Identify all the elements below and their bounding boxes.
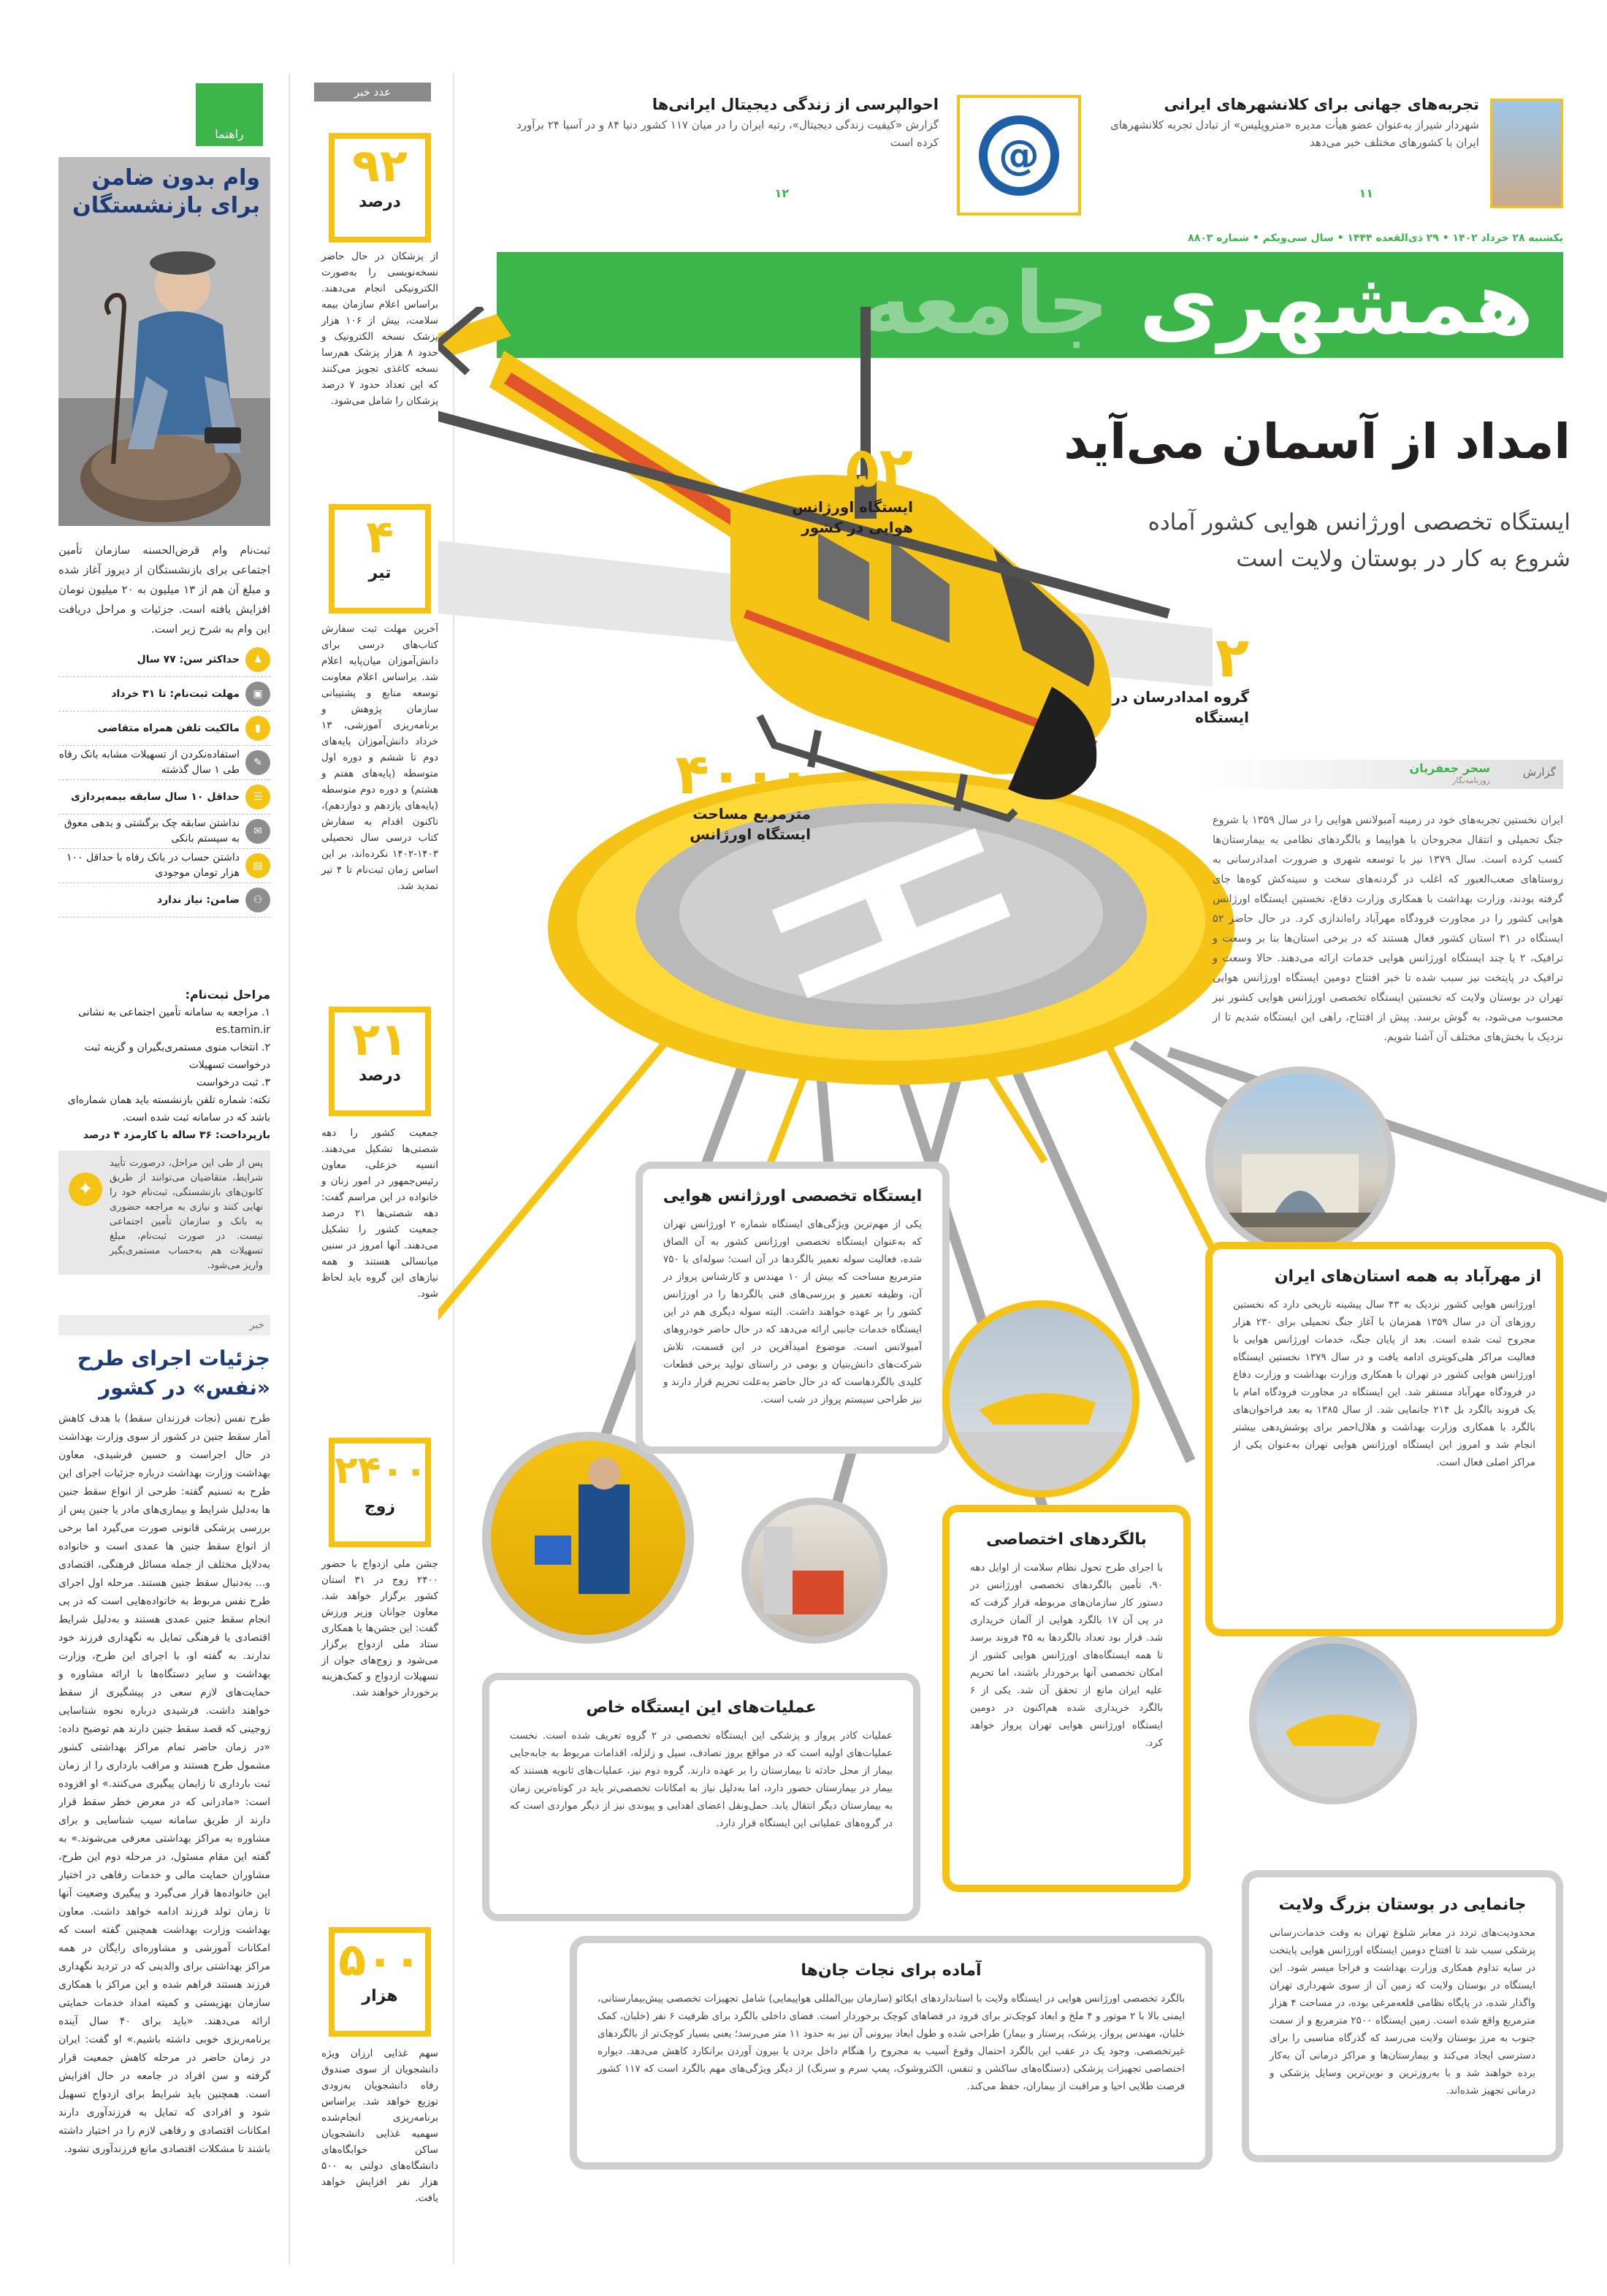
lead-text: ایران نخستین تجربه‌های خود در زمینه آمبولانس هوایی را در سال ۱۳۵۹ با شروع جنگ تحمیلی و انتقال مجروحان با هواپیما و بالگردهای نظامی به بیمارستان‌ها کسب کرده است. سال ۱۳۷۹ نیز با توسعه شهری و ضرورت امدادرسانی به روستاهای صعب‌العبور که اغلب در گردنه‌های سخت و سینه‌کش کوه‌ها جای گرفته بودند، وزارت بهداشت با همکاری وزارت دفاع، نخستین ایستگاه اورژانس هوایی کشور را در مجاورت فرودگاه مهرآباد راه‌اندازی کرد. در حال حاضر ۵۲ ایستگاه در ۳۱ استان کشور فعال هستند که در برخی استان‌ها بنا بر وسعت و ترافیک، ۲ یا چند ایستگاه اورژانس هوایی خدمات ارائه می‌دهند. حالا وسعت و ترافیک در پایتخت نیز سبب شده تا خبر افتتاح دومین ایستگاه اورژانس هوایی تهران در بوستان ولایت که نخستین ایستگاه تخصصی اورژانس هوایی کشور نیز محسوب می‌شود، به گوش برسد. پیش از افتتاح، راهی این ایستگاه شدیم تا از نزدیک با بخش‌های مختلف آن آشنا شویم. [1213, 815, 1564, 1043]
tip-box [58, 1151, 270, 1275]
stat-number: ۵۲ [845, 435, 913, 500]
stat-teams [1088, 625, 1249, 728]
stat-number: ۴۰۰۰ [675, 741, 811, 806]
author-role: روزنامه‌نگار [1452, 776, 1490, 785]
card-body: یکی از مهم‌ترین ویژگی‌های ایستگاه شماره ۲ اورژانس تهران که به‌عنوان ایستگاه تخصصی اورژانس کشور به آن الصاق شده، فعالیت سوله تعمیر بالگردها در آن است؛ سوله‌ای با ۷۵۰ مترمربع مساحت که بیش از ۱۰ مهندس و کارشناس پرواز در آن، وظیفه تعمیر و بررسی‌های فنی بالگردها را در اورژانس کشور را بر عهده خواهند داشت. البته سوله دیگری هم در این ایستگاه خدمات جانبی ارائه می‌دهد که در حال حاضر خودروهای آمبولانس است. موضوع امیدآفرین در این قسمت، تلاش شرکت‌های دانش‌بنیان و بومی در راستای تولید برخی قطعات کلیدی بالگردهاست که در حال حاضر به‌علت تحریم قرار دارند و نیز طراحی سیستم پرواز در شب است. [663, 1218, 922, 1406]
lightbulb-icon: ✦ [69, 1172, 102, 1206]
helicopter-hangar-photo [942, 1300, 1140, 1498]
number-text: جمعیت کشور را دهه شصتی‌ها تشکیل می‌دهند. انسیه خزعلی، معاون رئیس‌جمهور در امور زنان و خانواده در این مراسم گفت: دهه شصتی‌ها ۲۱ درصد جمعیت کشور را تشکیل می‌دهند. آنها امروز در سنین میانسالی هستند و همه نیازهای این گروه باید لحاظ شود. [321, 1127, 439, 1300]
numbers-header: عدد خبر [314, 83, 431, 102]
requirement-item [58, 677, 270, 712]
main-headline: امداد از آسمان می‌آید [1064, 413, 1570, 470]
stat-label: ایستگاه اورژانس هوایی در کشور [792, 498, 913, 536]
card-ready [570, 1936, 1213, 2170]
number-unit: درصد [359, 1067, 401, 1085]
insurance-icon: ☰ [245, 785, 270, 809]
guide-title: وام بدون ضامن برای بازنشستگان [72, 165, 260, 218]
requirement-label: ضامن: نیاز ندارد [156, 893, 240, 906]
card-title: آماده برای نجات جان‌ها [801, 1961, 982, 1980]
requirement-label: استفاده‌نکردن از تسهیلات مشابه بانک رفاه طی ۱ سال گذشته [58, 749, 240, 776]
subhead-line: ایستگاه تخصصی اورژانس هوایی کشور آماده [1148, 509, 1570, 535]
teaser-title: احوالپرسی از زندگی دیجیتال ایرانی‌ها [652, 96, 939, 113]
report-bar [1198, 760, 1563, 789]
number-box [329, 1007, 431, 1116]
bank-account-icon: ▤ [245, 853, 270, 878]
card-title: ایستگاه تخصصی اورژانس هوایی [663, 1187, 923, 1205]
number-value: ۲۴۰۰ [335, 1449, 427, 1492]
number-text: سهم غذایی ارزان ویژه دانشجویان از سوی صندوق رفاه دانشجویان به‌زودی توزیع خواهد شد. براساس برنامه‌ریزی انجام‌شده سهمیه غذایی دانشجویان ساکن خوابگاه‌های دانشگاه‌های دولتی به ۵۰۰ هزار نفر افزایش خواهد یافت. [321, 2048, 438, 2204]
teaser-body: گزارش «کیفیت زندگی دیجیتال»، رتبه ایران را در میان ۱۱۷ کشور دنیا ۸۴ و در آسیا ۲۴ برآورد کرده است [516, 118, 939, 149]
number-box [329, 1927, 431, 2037]
card-mehrabad [1205, 1242, 1563, 1636]
steps-title: مراحل ثبت‌نام: [185, 988, 270, 1002]
requirement-item [58, 643, 270, 677]
news-tab: خبر [58, 1315, 270, 1335]
requirement-label: داشتن حساب در بانک رفاه با حداقل ۱۰۰ هزار تومان موجودی [66, 852, 240, 879]
card-body: اورژانس هوایی کشور نزدیک به ۴۳ سال پیشینه تاریخی دارد که نخستین روزهای آن در سال ۱۳۵۹ همزمان با آغاز جنگ تحمیلی برای ۲۳۰ هزار مجروح ثبت شده است. بعد از پایان جنگ، خدمات اورژانس هوایی با فعالیت مراکز هلی‌کوپتری ادامه یافت و در سال ۱۳۷۹ نخستین ایستگاه اورژانس هوایی کشور در تهران با همکاری وزارت بهداشت و وزارت دفاع در فرودگاه مهرآباد مستقر شد. این ایستگاه در مجاورت فرودگاه امام با یک فروند بالگرد بل ۲۱۴ جانمایی شد. از سال ۱۳۸۵ به بعد فراخوان‌های بالگرد با همکاری وزارت بهداشت و هلال‌احمر برای پوشش‌دهی بیشتر انجام شد و امروز این ایستگاه اورژانس هوایی تهران به‌عنوان یکی از مراکز اصلی فعال است. [1233, 1299, 1535, 1468]
subhead-line: شروع به کار در بوستان ولایت است [1236, 546, 1570, 572]
requirement-label: مهلت ثبت‌نام: تا ۳۱ خرداد [111, 687, 240, 700]
number-box [329, 504, 431, 614]
masthead-section: جامعه [860, 253, 1110, 354]
at-sign-logo-icon: @ [957, 95, 1081, 216]
card-title: از مهرآباد به همه استان‌های ایران [1274, 1267, 1541, 1286]
step-item: ۲. انتخاب منوی مستمری‌بگیران و گزینه ثبت درخواست تسهیلات [84, 1042, 270, 1071]
card-title: بالگردهای اختصاصی [986, 1530, 1147, 1549]
number-box [329, 1438, 431, 1547]
step-item: نکته: شماره تلفن بازنشسته باید همان شماره‌ای باشد که در سامانه ثبت شده است. [67, 1094, 270, 1124]
mobile-phone-icon: ▮ [245, 716, 270, 741]
requirement-item [58, 746, 270, 780]
cheque-icon: ✉ [245, 819, 270, 844]
number-unit: تیر [368, 564, 392, 582]
number-text: آخرین مهلت ثبت سفارش کتاب‌های درسی برای دانش‌آموزان میان‌پایه اعلام شد. براساس اعلام معاونت توسعه منابع و پشتیبانی سازمان پژوهش و برنامه‌ریزی آموزشی، ۱۳ خرداد دانش‌آموزان پایه‌های دوم تا ششم و دوره اول متوسطه (پایه‌های هفتم و هشتم) و دوره دوم متوسطه (پایه‌های یازدهم و دوازدهم)، تاکنون اقدام به سفارش کتاب درسی سال تحصیلی ۱۴۰۳-۱۴۰۲ نکرده‌اند، بر این اساس زمان ثبت‌نام تا ۴ تیر تمدید شد. [321, 623, 438, 892]
requirement-label: حداکثر سن: ۷۷ سال [137, 653, 240, 665]
stat-stations [745, 435, 913, 538]
stat-number: ۲ [1215, 625, 1249, 690]
teaser-page-number: ۱۲ [774, 186, 789, 200]
interior-photo [741, 1498, 888, 1644]
teaser-page-number: ۱۱ [1359, 186, 1373, 200]
main-subhead [950, 504, 1570, 577]
number-box [329, 133, 431, 243]
guarantor-icon: ⚇ [245, 888, 270, 912]
stat-area [643, 741, 811, 844]
requirement-item [58, 815, 270, 849]
stat-label: مترمربع مساحت ایستگاه اورژانس [690, 805, 811, 843]
number-unit: زوج [364, 1498, 396, 1516]
number-text: جشن ملی ازدواج با حضور ۲۴۰۰ زوج در ۳۱ استان کشور برگزار خواهد شد. معاون جوانان وزیر ورزش گفت: این جشن‌ها با همکاری ستاد ملی ازدواج برگزار می‌شود و زوج‌های جوان از تسهیلات ازدواج و کمک‌هزینه برخوردار خواهند شد. [321, 1558, 438, 1698]
author-name: سحر جعفریان [1409, 761, 1490, 775]
news-body: طرح نفس (نجات فرزندان سقط) با هدف کاهش آمار سقط جنین در کشور از سوی وزارت بهداشت در حال اجراست و حسین فرشیدی، معاون بهداشت وزارت بهداشت درباره جزئیات اجرای این طرح به تسنیم گفته: طرحی از انواع سقط جنین ها به‌دلیل شرایط و بیماری‌های مادر یا جنین پس از بررسی پزشکی قانونی صورت می‌گیرد اما برخی از انواع سقط جنین ها عمدی است و خانواده به‌دلایل مختلف از جمله مسائل فرهنگی، اقتصادی و... به‌دنبال سقط جنین هستند. مرحله اول اجرای طرح نفس مربوط به خانواده‌هایی است که در پی انجام سقط جنین عمدی هستند و به‌دلیل شرایط اقتصادی یا فرهنگی تمایل به نگهداری فرزند خود ندارند. به گفته او، با اجرای این طرح، وزارت بهداشت و سایر دستگاه‌ها با ارائه مشاوره و حمایت‌های لازم سعی در پیشگیری از سقط خواهند داشت. فرشیدی درباره نحوه شناسایی زوجینی که قصد سقط جنین دارند هم توضیح داده: «در زمان حاضر تمام مراکز بهداشتی کشور مشمول طرح هستند و مراقب بارداری را از زمان ثبت بارداری تا زایمان پیگیری می‌کنند.» او افزوده است: «مادرانی که در معرض خطر سقط قرار دارند از طریق سامانه سیب شناسایی و برای مشاوره به مراکز بهداشتی معرفی می‌شوند.» به گفته این مقام مسئول، در مرحله دوم این طرح، مشاوران حمایت مالی و خدمات رفاهی در اختیار این خانواده‌ها قرار می‌گیرد و پیگیری وضعیت آنها تا زمان تولد فرزند ادامه خواهد داشت. معاون بهداشت وزارت بهداشت همچنین گفته است که امکانات آموزشی و مشاوره‌ای رایگان در همه مراکز بهداشتی برای والدینی که در تردید نگهداری فرزند هستند فراهم شده و این مراکز با همکاری سازمان بهزیستی و کمیته امداد خدمات حمایتی ارائه می‌دهند. «باید برای ۴۰ سال آینده برنامه‌ریزی خوبی داشته باشیم.» او گفت: ایران در زمان حاضر در مرحله کاهش جمعیت قرار گرفته و سن افراد در جامعه در حال افزایش است. همچنین باید شرایط برای ازدواج تسهیل شود و افرادی که تمایل به فرزندآوری دارند امکانات اقتصادی و رفاهی لازم را در اختیار داشته باشند تا مشکلات اقتصادی مانع فرزندآوری نشود. [58, 1413, 270, 2155]
loan-icon: ✎ [245, 750, 270, 775]
step-item: ۳. ثبت درخواست [196, 1077, 270, 1088]
card-title: عملیات‌های این ایستگاه خاص [586, 1698, 817, 1717]
medics-photo [482, 1432, 694, 1644]
teaser-left[interactable] [497, 84, 1081, 219]
guide-tab [196, 83, 263, 146]
teaser-body: شهردار شیراز به‌عنوان عضو هیأت مدیره «متروپلیس» از تبادل تجربه کلانشهرهای ایران با کشورهای مختلف خبر می‌دهد [1110, 118, 1479, 149]
card-location [1242, 1870, 1563, 2162]
requirements-list [58, 643, 270, 918]
step-item: بازپرداخت: ۳۶ ساله با کارمزد ۴ درصد [83, 1129, 270, 1141]
tip-text: پس از طی این مراحل، درصورت تأیید شرایط، متقاضیان می‌توانند از طریق کانون‌های بازنشستگی، ثبت‌نام خود را نهایی کنند و نیازی به مراجعه حضوری به بانک و سازمان تأمین اجتماعی نیست. در صورت ثبت‌نام، مبلغ تسهیلات هم به‌حساب مستمری‌بگیر واریز می‌شود. [110, 1158, 263, 1271]
number-unit: هزار [362, 1987, 398, 2005]
card-body: عملیات کادر پرواز و پزشکی این ایستگاه تخصصی در ۲ گروه تعریف شده است. نخست عملیات‌های اولیه است که در مواقع بروز تصادف، سیل و زلزله، اقدامات مربوط به جابه‌جایی بیمار از محل حادثه تا بیمارستان را بر عهده دارند. گروه دوم نیز، عملیات‌های ثانویه هستند که بیمار در بیمارستان حضور دارد، اما به‌دلیل نیاز به امکانات تخصصی‌تر باید در کوتاه‌ترین زمان به بیمارستان دیگر انتقال یابد. حمل‌ونقل اعضای اهدایی و پیوندی نیز از دیگر مواردی است که در گروه‌های عملیاتی این ایستگاه قرار دارد. [510, 1730, 893, 1829]
requirement-item [58, 883, 270, 918]
number-value: ۵۰۰ [338, 1933, 421, 1986]
step-item: ۱. مراجعه به سامانه تأمین اجتماعی به نشانی es.tamin.ir [77, 1007, 270, 1036]
number-text: از پزشکان در حال حاضر نسخه‌نویسی را به‌صورت الکترونیکی انجام می‌دهند. براساس اعلام سازمان بیمه سلامت، بیش از ۱۰۶ هزار پزشک نسخه الکترونیک و حدود ۸ هزار پزشک هم‌رسا نسخه کاغذی تجویز می‌کنند که این تعداد حدود ۷ درصد پزشکان را شامل می‌شود. [321, 251, 438, 407]
card-operations [482, 1673, 920, 1921]
number-unit: درصد [359, 193, 401, 211]
requirement-label: مالکیت تلفن همراه متقاضی [97, 722, 240, 734]
teaser-right[interactable] [1096, 84, 1563, 219]
report-label: گزارش [1522, 766, 1556, 779]
age-icon: ♟ [245, 647, 270, 672]
left-column-divider [289, 73, 290, 2265]
gate-photo [1205, 1067, 1395, 1256]
calendar-icon: ▣ [245, 682, 270, 706]
guide-intro: ثبت‌نام وام قرض‌الحسنه سازمان تأمین اجتماعی برای بازنشستگان از دیروز آغاز شده و مبلغ آن هم از ۱۳ میلیون به ۲۰ میلیون تومان افزایش یافته است. جزئیات و مراحل دریافت این وام به شرح زیر است. [58, 544, 271, 636]
hangar-photo [1249, 1636, 1417, 1804]
requirement-label: نداشتن سابقه چک برگشتی و بدهی معوق به سیستم بانکی [64, 817, 240, 844]
card-helicopters [942, 1505, 1191, 1892]
news-title: جزئیات اجرای طرح «نفس» در کشور [77, 1346, 270, 1400]
number-value: ۹۲ [352, 139, 408, 192]
teaser-title: تجربه‌های جهانی برای کلانشهرهای ایرانی [1164, 96, 1479, 113]
requirement-label: حداقل ۱۰ سال سابقه بیمه‌پردازی [71, 790, 240, 803]
requirement-item [58, 780, 270, 815]
registration-steps [58, 986, 270, 1144]
card-body: با اجرای طرح تحول نظام سلامت از اوایل دهه ۹۰، تأمین بالگردهای تخصصی اورژانس در دستور کار سازمان‌های مربوطه قرار گرفت که در پی آن ۱۷ بالگرد هوایی از آلمان خریداری شد. قرار بود تعداد بالگردها به ۴۵ فروند برسد تا همه ایستگاه‌های اورژانس هوایی کشور از امکان تخصصی آنها برخوردار باشند، اما تحریم علیه ایران مانع از تحقق آن شد. یکی از ۶ بالگرد خریداری شده هم‌اکنون در دومین ایستگاه اورژانس هوایی تهران پرواز خواهد کرد. [970, 1562, 1163, 1749]
requirement-item [58, 712, 270, 746]
card-title: جانمایی در بوستان بزرگ ولایت [1278, 1896, 1527, 1914]
card-body: محدودیت‌های تردد در معابر شلوغ تهران به وقت خدمات‌رسانی پزشکی سبب شد تا افتتاح دومین ایستگاه اورژانس هوایی پایتخت در سایه تداوم همکاری وزارت بهداشت و فراجا میسر شود. این ایستگاه در بوستان ولایت که زمین آن از سوی شهرداری تهران واگذار شده، در پایگاه نظامی قلعه‌مرغی بوده، در مساحت ۴ هزار مترمربع واقع شده است. زمین ایستگاه ۲۵۰۰ مترمربع و از سمت جنوب به مرز بوستان ولایت می‌رسد که گذرگاه مناسبی را برای دسترسی ایجاد می‌کند و بیمارستان‌ها و مراکز درمانی آن به‌کار برده خواهند شد و با به‌روزترین و نوین‌ترین وسایل پزشکی و درمانی تجهیز شده‌اند. [1270, 1927, 1535, 2097]
card-station [635, 1162, 950, 1454]
dateline: یکشنبه ۲۸ خرداد ۱۴۰۲ • ۲۹ ذی‌القعده ۱۴۴۴ • سال سی‌ویکم • شماره ۸۸۰۳ [1188, 232, 1563, 244]
guide-tab-label: راهنما [215, 127, 244, 141]
number-value: ۴ [366, 510, 394, 563]
card-body: بالگرد تخصصی اورژانس هوایی در ایستگاه ولایت با استانداردهای ایکائو (سازمان بین‌المللی هواپیمایی) شامل تجهیزات تخصصی پیش‌بیمارستانی، ایمنی بالا با ۲ موتور و ۴ ملخ و ابعاد کوچک‌تر برای فرود در فضاهای کوچک برخوردار است. فضای داخلی بالگرد برای ظرفیت ۶ نفر (خلبان، کمک خلبان، مهندس پرواز، پزشک، پرستار و بیمار) طراحی شده و طول ابعاد بیرونی آن نیز به حدود ۱۱ متر می‌رسد؛ یعنی بسیار کوچک‌تر از بالگردهای غیرتخصصی. وجود یک در عقب این بالگرد احتمال وقوع آسیب به مجروح را هنگام داخل بردن یا بیرون آوردن برانکارد کاهش می‌دهد. دیواره اختصاصی تجهیزات پزشکی (دستگاه‌های ساکشن و تنفس، الکتروشوک، پمپ سرم و سرنگ) از دیگر ویژگی‌های مهم بالگرد است که ۱۱۷ کشور فرصت طلایی احیا و مراقبت از بیماران، حفظ می‌کند. [598, 1993, 1186, 2092]
masthead-primary: همشهری [1139, 253, 1534, 354]
number-value: ۲۱ [352, 1012, 408, 1066]
stat-label: گروه امدادرسان در ایستگاه [1112, 688, 1249, 726]
requirement-item [58, 849, 270, 883]
teaser-thumbnail [1490, 99, 1563, 208]
